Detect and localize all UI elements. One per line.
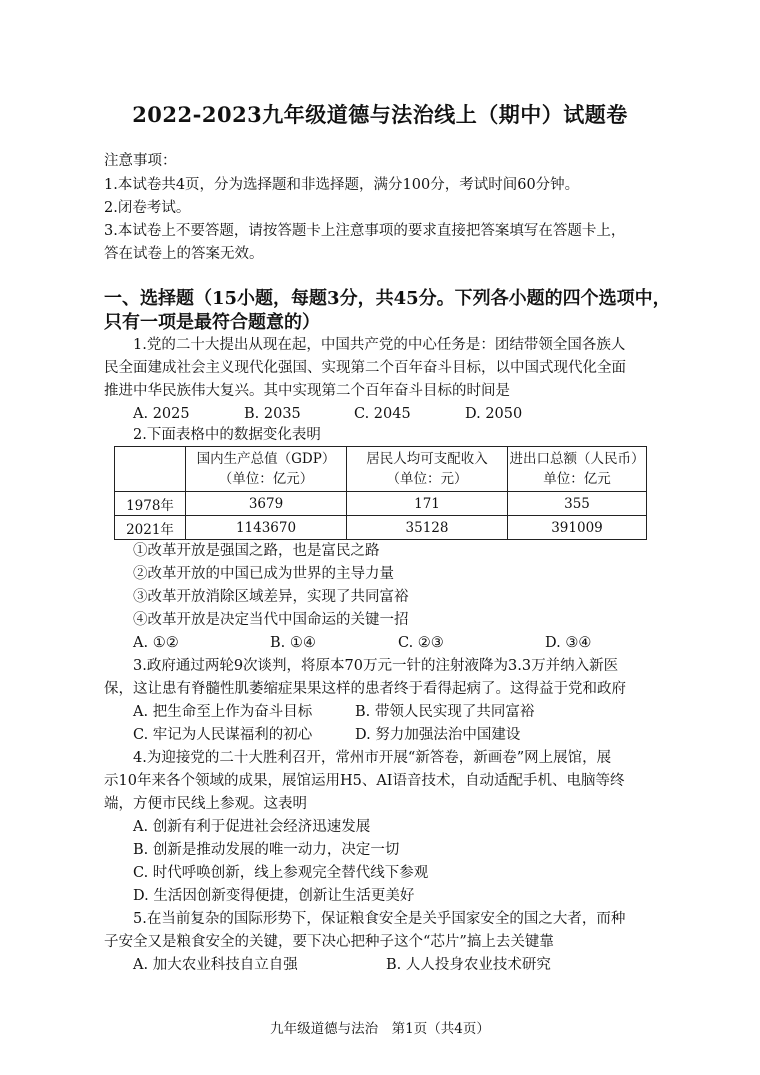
question-2-statement: ③改革开放消除区域差异，实现了共同富裕 <box>133 589 409 605</box>
question-3-option-c[interactable]: C. 牢记为人民谋福利的初心 <box>133 727 313 743</box>
page-footer: 九年级道德与法治 第1页（共4页） <box>270 1021 490 1037</box>
question-3-text: 3.政府通过两轮9次谈判，将原本70万元一针的注射液降为3.3万并纳入新医 <box>133 658 619 674</box>
notes-heading: 注意事项： <box>104 153 177 169</box>
question-5-option-b[interactable]: B. 人人投身农业技术研究 <box>386 957 551 973</box>
table-cell-trade: 355 <box>508 492 647 516</box>
section-heading: 一、选择题（15小题，每题3分，共45分。下列各小题的四个选项中， <box>104 288 671 309</box>
question-2-option-c[interactable]: C. ②③ <box>398 635 444 651</box>
data-table <box>114 446 647 540</box>
question-2-statement: ②改革开放的中国已成为世界的主导力量 <box>133 566 394 582</box>
table-header-label: 国内生产总值（GDP） <box>196 451 336 467</box>
table-cell-year: 2021年 <box>115 516 186 540</box>
page-title: 2022-2023九年级道德与法治线上（期中）试题卷 <box>132 102 628 127</box>
notes-item: 答在试卷上的答案无效。 <box>104 246 264 262</box>
table-header-unit: （单位：元） <box>386 471 468 487</box>
table-header-unit: （单位：亿元） <box>218 471 314 487</box>
question-1-text: 民全面建成社会主义现代化强国、实现第二个百年奋斗目标，以中国式现代化全面 <box>104 360 626 376</box>
question-5-text: 子安全又是粮食安全的关键，要下决心把种子这个“芯片”搞上去关键靠 <box>104 934 554 950</box>
table-cell-income: 171 <box>347 492 508 516</box>
question-2-option-d[interactable]: D. ③④ <box>545 635 592 651</box>
question-4-option-c[interactable]: C. 时代呼唤创新，线上参观完全替代线下参观 <box>133 865 429 881</box>
table-cell-trade: 391009 <box>508 516 647 540</box>
table-header-label: 进出口总额（人民币） <box>509 451 645 467</box>
question-4-option-d[interactable]: D. 生活因创新变得便捷，创新让生活更美好 <box>133 888 415 904</box>
table-header-unit: 单位：亿元 <box>543 471 611 487</box>
question-2-option-b[interactable]: B. ①④ <box>270 635 316 651</box>
question-2-option-a[interactable]: A. ①② <box>133 635 179 651</box>
question-1-text: 1.党的二十大提出从现在起，中国共产党的中心任务是：团结带领全国各族人 <box>133 337 626 353</box>
table-row <box>115 516 647 540</box>
question-2-statement: ④改革开放是决定当代中国命运的关键一招 <box>133 612 409 628</box>
notes-item: 3.本试卷上不要答题，请按答题卡上注意事项的要求直接把答案填写在答题卡上， <box>104 223 626 239</box>
table-cell-year: 1978年 <box>115 492 186 516</box>
question-1-option-a[interactable]: A. 2025 <box>133 406 190 422</box>
section-heading: 只有一项是最符合题意的） <box>104 312 320 333</box>
table-cell-income: 35128 <box>347 516 508 540</box>
question-1-text: 推进中华民族伟大复兴。其中实现第二个百年奋斗目标的时间是 <box>104 383 510 399</box>
table-header-gdp <box>186 447 347 492</box>
table-row <box>115 492 647 516</box>
question-1-option-d[interactable]: D. 2050 <box>465 406 523 422</box>
table-header-trade <box>508 447 647 492</box>
question-1-option-b[interactable]: B. 2035 <box>244 406 301 422</box>
question-3-option-d[interactable]: D. 努力加强法治中国建设 <box>355 727 521 743</box>
table-header-income <box>347 447 508 492</box>
question-3-text: 保，这让患有脊髓性肌萎缩症果果这样的患者终于看得起病了。这得益于党和政府 <box>104 681 626 697</box>
question-2-statement: ①改革开放是强国之路，也是富民之路 <box>133 543 380 559</box>
question-3-option-a[interactable]: A. 把生命至上作为奋斗目标 <box>133 704 313 720</box>
question-4-text: 端，方便市民线上参观。这表明 <box>104 796 307 812</box>
table-corner-cell <box>115 447 186 492</box>
question-5-text: 5.在当前复杂的国际形势下，保证粮食安全是关乎国家安全的国之大者，而种 <box>133 911 626 927</box>
question-4-text: 4.为迎接党的二十大胜利召开，常州市开展“新答卷，新画卷”网上展馆，展 <box>133 750 612 766</box>
question-2-text: 2.下面表格中的数据变化表明 <box>133 427 321 443</box>
question-4-option-a[interactable]: A. 创新有利于促进社会经济迅速发展 <box>133 819 371 835</box>
question-4-option-b[interactable]: B. 创新是推动发展的唯一动力，决定一切 <box>133 842 400 858</box>
table-header-label: 居民人均可支配收入 <box>366 451 488 467</box>
question-1-option-c[interactable]: C. 2045 <box>354 406 411 422</box>
table-cell-gdp: 3679 <box>186 492 347 516</box>
question-3-option-b[interactable]: B. 带领人民实现了共同富裕 <box>355 704 535 720</box>
question-4-text: 示10年来各个领域的成果，展馆运用H5、AI语音技术，自动适配手机、电脑等终 <box>104 773 625 789</box>
notes-item: 2.闭卷考试。 <box>104 200 191 216</box>
notes-item: 1.本试卷共4页，分为选择题和非选择题，满分100分，考试时间60分钟。 <box>104 177 580 193</box>
question-5-option-a[interactable]: A. 加大农业科技自立自强 <box>133 957 298 973</box>
table-cell-gdp: 1143670 <box>186 516 347 540</box>
